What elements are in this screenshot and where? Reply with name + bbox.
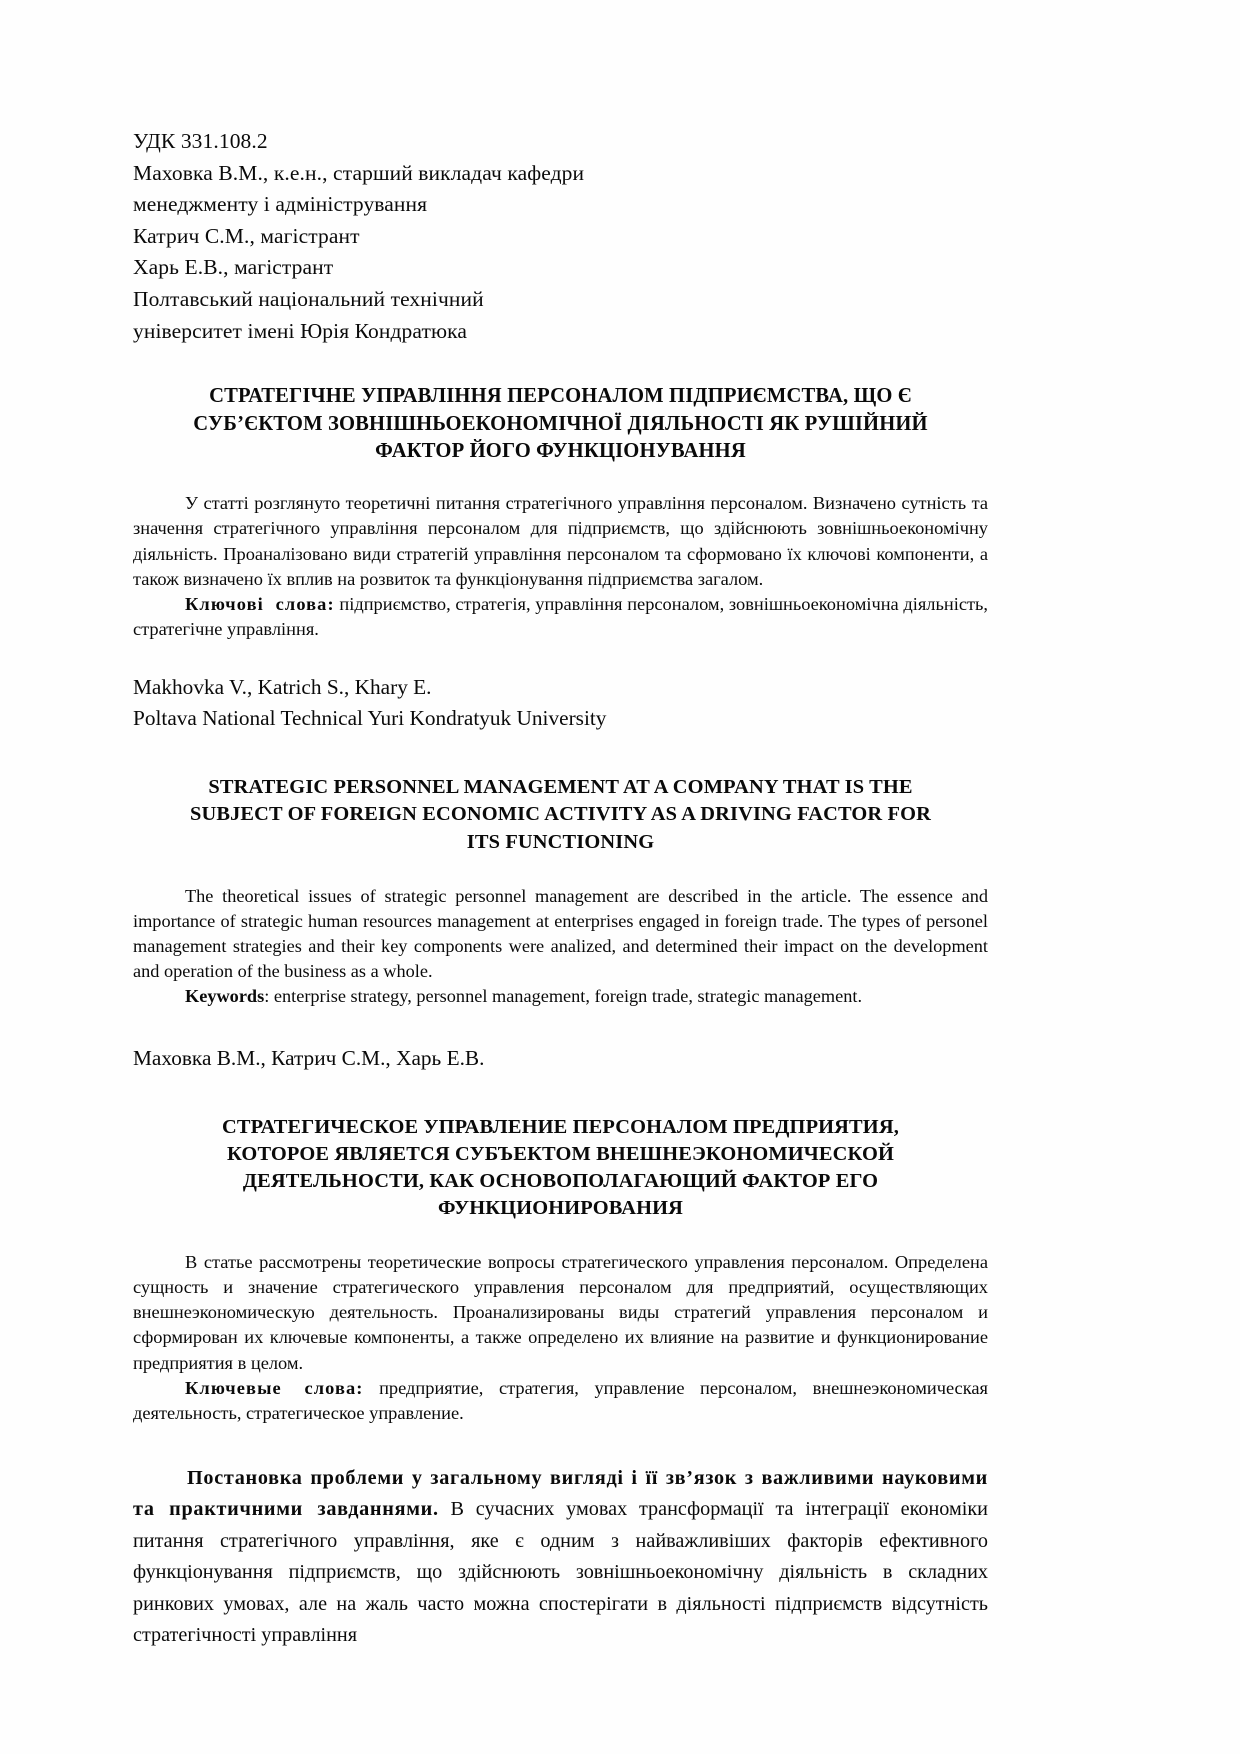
- title-ru-line-1: СТРАТЕГИЧЕСКОЕ УПРАВЛЕНИЕ ПЕРСОНАЛОМ ПРЕДПРИЯТИЯ,: [222, 1116, 899, 1139]
- title-ru-line-3: ДЕЯТЕЛЬНОСТИ, КАК ОСНОВОПОЛАГАЮЩИЙ ФАКТОР ЕГО: [242, 1170, 879, 1193]
- title-russian: [133, 1114, 988, 1223]
- title-en-line-2: SUBJECT OF FOREIGN ECONOMIC ACTIVITY AS A DRIVING FACTOR FOR: [189, 803, 932, 826]
- keywords-ukrainian: [133, 592, 988, 642]
- title-ru-line-4: ФУНКЦИОНИРОВАНИЯ: [438, 1197, 683, 1220]
- udc-line: УДК 331.108.2: [133, 129, 268, 153]
- title-en-line-3: ITS FUNCTIONING: [466, 830, 655, 853]
- title-uk-line-2: СУБ’ЄКТОМ ЗОВНІШНЬОЕКОНОМІЧНОЇ ДІЯЛЬНОСТІ ЯК РУШІЙНИЙ: [193, 412, 928, 435]
- masthead-block: [133, 126, 988, 347]
- byline-en-authors: Makhovka V., Katrich S., Khary E.: [133, 674, 432, 699]
- abstract-uk-text: У статті розглянуто теоретичні питання стратегічного управління персоналом. Визначено сутність та значення стратегічного управління персоналом для підприємств, що здійснюють зовнішньоекономічну діяльність. Проаналізовано види стратегій управління персоналом та сформовано їх ключові компоненти, а також визначено їх вплив на розвиток та функціонування підприємства загалом.: [133, 493, 988, 589]
- page-content: [133, 126, 988, 1652]
- byline-en-affiliation: Poltava National Technical Yuri Kondratyuk University: [133, 705, 607, 730]
- abstract-ukrainian: [133, 491, 988, 642]
- abstract-russian: [133, 1250, 988, 1427]
- byline-ru-authors: Маховка В.М., Катрич С.М., Харь Е.В.: [133, 1046, 485, 1071]
- body-section: [133, 1463, 988, 1652]
- title-uk-line-1: СТРАТЕГІЧНЕ УПРАВЛІННЯ ПЕРСОНАЛОМ ПІДПРИЄМСТВА, ЩО Є: [209, 385, 912, 408]
- affiliation-line-2: університет імені Юрія Кондратюка: [133, 318, 467, 343]
- byline-english: [133, 672, 988, 733]
- abstract-ru-text: В статье рассмотрены теоретические вопросы стратегического управления персоналом. Определена сущность и значение стратегического управления персоналом для предприятий, осуществляющих внешнеэкономическую деятельность. Проанализированы виды стратегий управления персоналом и сформирован их ключевые компоненты, а также определено их влияние на развитие и функционирование предприятия в целом.: [133, 1251, 988, 1373]
- keywords-uk-label: Ключові слова:: [185, 593, 335, 614]
- abstract-english: [133, 884, 988, 1010]
- keywords-english: [133, 984, 988, 1009]
- keywords-ru-label: Ключевые слова:: [185, 1378, 364, 1399]
- body-text: В сучасних умовах трансформації та інтеграції економіки питання стратегічного управління, яке є одним з найважливіших факторів ефективного функціонування підприємств, що здійснюють зовнішньоекономічну діяльність в складних ринкових умовах, але на жаль часто можна спостерігати в діяльності підприємств відсутність стратегічності управління: [133, 1498, 988, 1647]
- byline-russian: [133, 1043, 988, 1074]
- keywords-en-label: Keywords: [185, 986, 265, 1007]
- title-ukrainian: [133, 383, 988, 465]
- title-uk-line-3: ФАКТОР ЙОГО ФУНКЦІОНУВАННЯ: [375, 439, 746, 462]
- keywords-en-text: : enterprise strategy, personnel management, foreign trade, strategic management.: [264, 986, 863, 1007]
- keywords-uk-text: підприємство, стратегія, управління персоналом, зовнішньоекономічна діяльність, стратегічне управління.: [133, 593, 988, 639]
- author-line-4: Харь Е.В., магістрант: [133, 255, 334, 280]
- body-paragraph: [133, 1463, 988, 1652]
- author-line-1: Маховка В.М., к.е.н., старший викладач кафедри: [133, 160, 585, 185]
- abstract-en-text: The theoretical issues of strategic personnel management are described in the article. The essence and importance of strategic human resources management at enterprises engaged in foreign trade. The types of personel management strategies and their key components were analized, and determined their impact on the development and operation of the business as a whole.: [133, 885, 988, 982]
- title-ru-line-2: КОТОРОЕ ЯВЛЯЕТСЯ СУБЪЕКТОМ ВНЕШНЕЭКОНОМИЧЕСКОЙ: [227, 1143, 894, 1166]
- author-line-3: Катрич С.М., магістрант: [133, 223, 360, 248]
- affiliation-line-1: Полтавський національний технічний: [133, 286, 484, 311]
- title-english: [133, 774, 988, 855]
- author-line-2: менеджменту і адміністрування: [133, 192, 428, 217]
- keywords-ru-text: предприятие, стратегия, управление персоналом, внешнеэкономическая деятельность, стратегическое управление.: [133, 1378, 988, 1424]
- body-lead-in: Постановка проблеми у загальному вигляді і її зв’язок з важливими науковими та практичними завданнями.: [133, 1466, 988, 1521]
- keywords-russian: [133, 1376, 988, 1427]
- title-en-line-1: STRATEGIC PERSONNEL MANAGEMENT AT A COMPANY THAT IS THE: [208, 776, 913, 799]
